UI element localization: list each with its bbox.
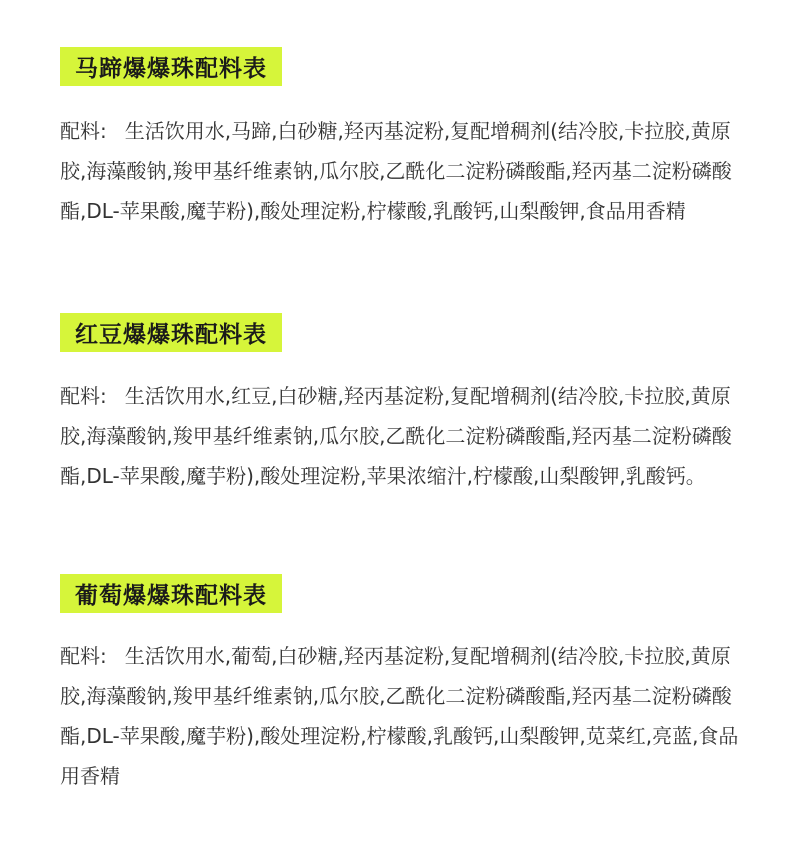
section-title: 马蹄爆爆珠配料表 [75, 56, 267, 82]
section-title: 红豆爆爆珠配料表 [75, 322, 267, 348]
ingredients-label: 配料: [60, 644, 107, 668]
ingredients-list: 生活饮用水,葡萄,白砂糖,羟丙基淀粉,复配增稠剂(结冷胶,卡拉胶,黄原胶,海藻酸钠,羧甲基纤维素钠,瓜尔胶,乙酰化二淀粉磷酸酯,羟丙基二淀粉磷酸酯,DL-苹果酸,魔芋粉),酸处理淀粉,柠檬酸,乳酸钙,山梨酸钾,苋菜红,亮蓝,食品用香精 [60, 644, 739, 788]
section-title-badge [60, 574, 282, 613]
ingredients-text [60, 111, 745, 231]
section-title: 葡萄爆爆珠配料表 [75, 583, 267, 609]
ingredients-label: 配料: [60, 119, 107, 143]
ingredients-list: 生活饮用水,红豆,白砂糖,羟丙基淀粉,复配增稠剂(结冷胶,卡拉胶,黄原胶,海藻酸钠,羧甲基纤维素钠,瓜尔胶,乙酰化二淀粉磷酸酯,羟丙基二淀粉磷酸酯,DL-苹果酸,魔芋粉),酸处理淀粉,苹果浓缩汁,柠檬酸,山梨酸钾,乳酸钙。 [60, 384, 732, 488]
ingredients-list: 生活饮用水,马蹄,白砂糖,羟丙基淀粉,复配增稠剂(结冷胶,卡拉胶,黄原胶,海藻酸钠,羧甲基纤维素钠,瓜尔胶,乙酰化二淀粉磷酸酯,羟丙基二淀粉磷酸酯,DL-苹果酸,魔芋粉),酸处理淀粉,柠檬酸,乳酸钙,山梨酸钾,食品用香精 [60, 119, 732, 223]
section-title-badge [60, 313, 282, 352]
ingredients-text [60, 376, 745, 496]
ingredients-label: 配料: [60, 384, 107, 408]
section-title-badge [60, 47, 282, 86]
ingredients-text [60, 636, 745, 796]
